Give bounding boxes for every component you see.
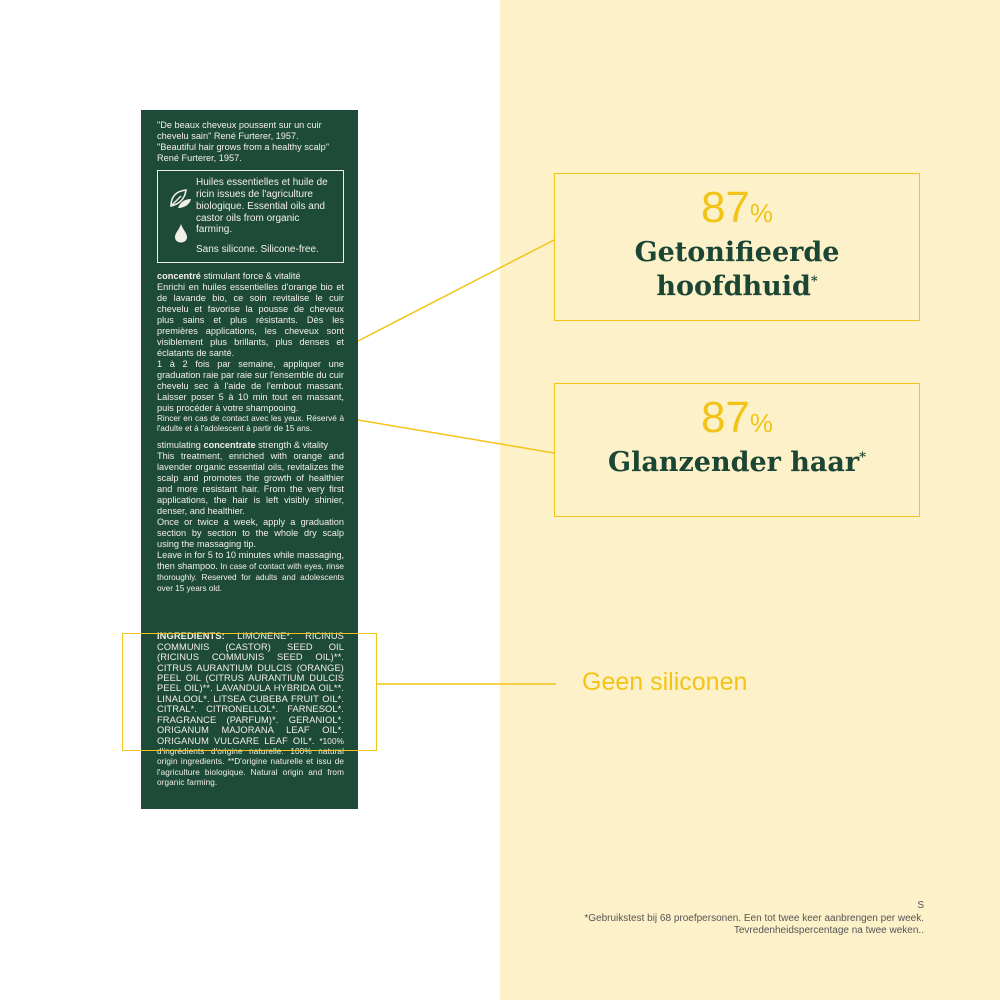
silicone-free-text: Sans silicone. Silicone-free. (196, 244, 319, 256)
en-heading-bold: concentrate (203, 440, 256, 450)
organic-oils-text: Huiles essentielles et huile de ricin issues de l'agriculture biologique. Essential oils and castor oils from organic farming. (196, 177, 328, 236)
callout-toned-scalp (554, 173, 920, 321)
ingredients-title: INGREDIENTS: (157, 631, 225, 642)
fr-heading-rest: stimulant force & vitalité (200, 270, 301, 281)
percentage-sign: % (749, 408, 774, 438)
quote-fr: "De beaux cheveux poussent sur un cuir chevelu sain" René Furterer, 1957. (157, 120, 322, 142)
claim-line1: Getonifieerde (634, 237, 840, 268)
fr-heading-bold: concentré (157, 270, 201, 281)
callout-percentage (555, 393, 919, 442)
callout-percentage (555, 183, 919, 232)
callout-shinier-hair (554, 383, 920, 517)
fr-heading (157, 271, 344, 282)
fr-usage: 1 à 2 fois par semaine, appliquer une graduation raie par raie sur l'ensemble du cuir chevelu sec à l'aide de l'embout massant. Laisser poser 5 à 10 min tout en massant, puis procéder à votre shampooing. (157, 359, 344, 414)
en-leave-text: Leave in for 5 to 10 minutes while massaging, then shampoo. (157, 550, 344, 572)
en-heading-rest: strength & vitality (255, 440, 329, 450)
quote-en: "Beautiful hair grows from a healthy scalp" René Furterer, 1957. (157, 142, 329, 164)
percentage-sign: % (749, 198, 774, 228)
footnote-marker: S (917, 900, 924, 911)
organic-info-box (157, 170, 344, 263)
no-silicones-text: Geen siliconen (582, 668, 748, 696)
percentage-value: 87 (700, 183, 750, 232)
en-leave (157, 550, 344, 594)
en-heading-pre: stimulating (157, 440, 204, 450)
en-usage: Once or twice a week, apply a graduation section by section to the whole dry scalp using the massaging tip. (157, 517, 344, 550)
ingredients-items: LIMONENE*. RICINUS COMMUNIS (CASTOR) SEED OIL (RICINUS COMMUNIS SEED OIL)**. CITRUS AURANTIUM DULCIS (ORANGE) PEEL OIL (CITRUS AURANTIUM DULCIS PEEL OIL)**. LAVANDULA HYBRIDA OIL**. LINALOOL*. LITSEA CUBEBA FRUIT OIL*. CITRAL*. CITRONELLOL*. FARNESOL*. FRAGRANCE (PARFUM)*. GERANIOL*. ORIGANUM MAJORANA LEAF OIL*. ORIGANUM VULGARE LEAF OIL*. (157, 631, 344, 746)
organic-text (196, 177, 335, 256)
claim-line1: Glanzender haar (608, 447, 860, 478)
label-quotes (157, 120, 344, 164)
drop-icon (174, 223, 188, 243)
callout-claim (555, 236, 919, 304)
callout-claim (555, 446, 919, 480)
claim-line2: hoofdhuid (656, 270, 811, 302)
en-body: This treatment, enriched with orange and lavender organic essential oils, revitalizes the scalp and promotes the growth of healthier and more resistant hair. From the very first applications, the hair is left visibly shinier, denser, and healthier. (157, 451, 344, 517)
en-warning: In case of contact with eyes, rinse thoroughly. Reserved for adults and adolescents over 15 years old. (157, 562, 344, 594)
percentage-value: 87 (700, 393, 750, 442)
ingredients-highlight-box (122, 633, 377, 751)
organic-icons (166, 177, 196, 243)
fr-body: Enrichi en huiles essentielles d'orange bio et de lavande bio, ce soin revitalise le cuir chevelu et favorise la pousse de cheveux plus sains et plus résistants. Dès les premières applications, les cheveux sont visiblement plus brillants, plus denses et éclatants de santé. (157, 281, 344, 359)
leaf-icon (168, 187, 194, 209)
footnote-line2: Tevredenheidspercentage na twee weken.. (733, 925, 924, 936)
claim-asterisk: * (810, 273, 818, 289)
english-description (157, 440, 344, 594)
french-description (157, 271, 344, 434)
footnote (504, 900, 924, 938)
fr-warning: Rincer en cas de contact avec les yeux. Réservé à l'adulte et à l'adolescent à partir de 15 ans. (157, 414, 344, 434)
en-heading (157, 440, 344, 451)
ingredients-note: *100% d'ingrédients d'origine naturelle. 100% natural origin ingredients. **D'origine naturelle et issu de l'agriculture biologique. Natural origin and from organic farming. (157, 736, 344, 788)
footnote-line1: *Gebruikstest bij 68 proefpersonen. Een tot twee keer aanbrengen per week. (584, 912, 924, 924)
claim-asterisk: * (859, 450, 866, 465)
